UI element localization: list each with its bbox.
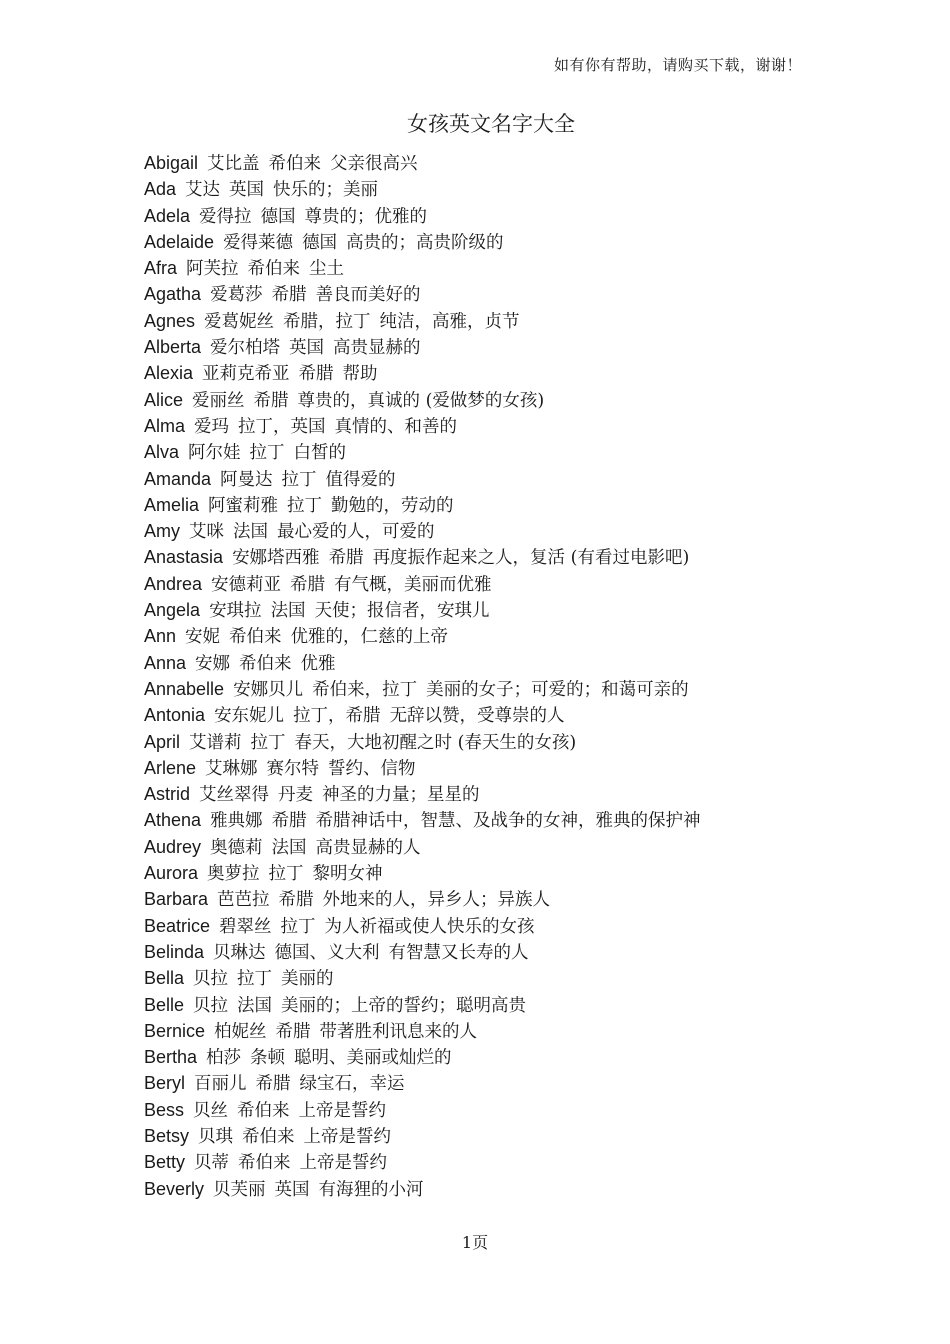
- name-origin: 希腊: [271, 811, 307, 832]
- name-list: [144, 150, 701, 1202]
- english-name: Audrey: [144, 836, 202, 857]
- chinese-name: 贝蒂: [194, 1153, 230, 1174]
- english-name: Bernice: [144, 1020, 206, 1041]
- english-name: Alexia: [144, 363, 194, 384]
- english-name: Aurora: [144, 863, 199, 884]
- list-item: [144, 229, 701, 255]
- name-origin: 希腊: [255, 1074, 291, 1095]
- chinese-name: 奥萝拉: [207, 864, 260, 885]
- chinese-name: 碧翠丝: [219, 916, 272, 937]
- name-origin: 希腊: [278, 890, 314, 911]
- name-origin: 希伯来，拉丁: [312, 679, 418, 700]
- name-meaning: 为人祈福或使人快乐的女孩: [324, 916, 535, 937]
- name-meaning: 高贵显赫的人: [315, 837, 421, 858]
- english-name: Anna: [144, 652, 187, 673]
- name-origin: 德国、义大利: [274, 942, 380, 963]
- english-name: Alice: [144, 389, 184, 410]
- chinese-name: 安东妮儿: [214, 706, 285, 727]
- name-origin: 法国: [237, 995, 273, 1016]
- english-name: Betty: [144, 1152, 186, 1173]
- name-origin: 赛尔特: [266, 758, 320, 779]
- name-meaning: 聪明、美丽或灿烂的: [294, 1048, 452, 1069]
- chinese-name: 贝拉: [193, 969, 229, 990]
- list-item: [144, 413, 701, 439]
- chinese-name: 爱葛妮丝: [204, 311, 275, 332]
- name-meaning: 有智慧又长寿的人: [388, 942, 529, 963]
- name-meaning: 外地来的人，异乡人；异族人: [322, 890, 551, 911]
- chinese-name: 爱葛莎: [210, 285, 263, 306]
- name-origin: 德国: [302, 232, 338, 253]
- english-name: Agnes: [144, 310, 196, 331]
- list-item: [144, 255, 701, 281]
- chinese-name: 艾丝翠得: [199, 785, 270, 806]
- english-name: Amanda: [144, 468, 212, 489]
- chinese-name: 百丽儿: [194, 1074, 247, 1095]
- name-origin: 拉丁，希腊: [293, 706, 381, 727]
- list-item: [144, 281, 701, 307]
- name-meaning: 黎明女神: [312, 864, 383, 885]
- name-meaning: 无辞以赞，受尊崇的人: [389, 706, 565, 727]
- list-item: [144, 755, 701, 781]
- english-name: Adela: [144, 205, 191, 226]
- english-name: Abigail: [144, 153, 199, 173]
- chinese-name: 安娜贝儿: [233, 679, 304, 700]
- list-item: [144, 913, 701, 939]
- name-meaning: 尊贵的；优雅的: [304, 206, 428, 227]
- name-origin: 希伯来: [242, 1126, 295, 1147]
- list-item: [144, 781, 701, 807]
- name-meaning: 绿宝石，幸运: [299, 1074, 405, 1095]
- name-meaning: 真情的、和善的: [334, 416, 458, 437]
- name-meaning: 美丽的女子；可爱的；和蔼可亲的: [426, 679, 689, 700]
- name-origin: 拉丁: [268, 864, 304, 885]
- list-item: [144, 1070, 701, 1096]
- english-name: Alva: [144, 442, 180, 463]
- english-name: Athena: [144, 810, 202, 831]
- list-item: [144, 150, 701, 176]
- name-origin: 希伯来: [247, 259, 301, 280]
- chinese-name: 安德莉亚: [211, 574, 282, 595]
- chinese-name: 柏莎: [206, 1048, 242, 1069]
- chinese-name: 安娜: [195, 653, 231, 674]
- name-origin: 德国: [260, 206, 296, 227]
- name-meaning: 美丽的: [281, 969, 334, 990]
- name-meaning: 高贵的；高贵阶级的: [346, 232, 504, 253]
- name-meaning: 值得爱的: [325, 469, 396, 490]
- english-name: Betsy: [144, 1125, 190, 1146]
- name-meaning: 最心爱的人，可爱的: [277, 522, 435, 543]
- english-name: April: [144, 731, 181, 752]
- name-meaning: 优雅: [300, 653, 336, 674]
- header-note: 如有你有帮助，请购买下载，谢谢！: [553, 56, 802, 74]
- english-name: Bertha: [144, 1047, 198, 1068]
- list-item: [144, 807, 701, 833]
- english-name: Arlene: [144, 757, 197, 778]
- list-item: [144, 702, 701, 728]
- english-name: Alberta: [144, 337, 202, 358]
- name-meaning: 尘土: [309, 259, 345, 280]
- english-name: Belle: [144, 994, 185, 1015]
- list-item: [144, 1018, 701, 1044]
- list-item: [144, 1097, 701, 1123]
- english-name: Amelia: [144, 494, 200, 515]
- list-item: [144, 597, 701, 623]
- name-origin: 希伯来: [268, 154, 322, 174]
- list-item: [144, 1044, 701, 1070]
- name-meaning: 白皙的: [293, 443, 347, 464]
- name-meaning: 善良而美好的: [315, 285, 421, 306]
- list-item: [144, 676, 701, 702]
- name-origin: 希伯来: [239, 653, 292, 674]
- list-item: [144, 965, 701, 991]
- name-origin: 拉丁: [281, 469, 317, 490]
- name-origin: 拉丁: [237, 969, 273, 990]
- name-origin: 希伯来: [229, 627, 282, 648]
- chinese-name: 奥德莉: [210, 837, 263, 858]
- name-origin: 拉丁，英国: [238, 416, 326, 437]
- name-meaning: 高贵显赫的: [333, 338, 421, 359]
- english-name: Agatha: [144, 284, 202, 305]
- list-item: [144, 308, 701, 334]
- name-origin: 条顿: [250, 1048, 286, 1069]
- list-item: [144, 439, 701, 465]
- name-origin: 希腊: [271, 285, 307, 306]
- name-origin: 英国: [274, 1179, 310, 1200]
- chinese-name: 雅典娜: [210, 811, 263, 832]
- english-name: Antonia: [144, 705, 206, 726]
- chinese-name: 安琪拉: [209, 601, 262, 622]
- english-name: Bess: [144, 1099, 185, 1120]
- list-item: [144, 203, 701, 229]
- name-origin: 希腊: [275, 1021, 311, 1042]
- chinese-name: 亚莉克希亚: [202, 364, 290, 385]
- list-item: [144, 387, 701, 413]
- english-name: Ann: [144, 626, 177, 647]
- list-item: [144, 834, 701, 860]
- chinese-name: 安娜塔西雅: [232, 548, 320, 569]
- chinese-name: 芭芭拉: [217, 890, 270, 911]
- name-meaning: 上帝是誓约: [303, 1126, 392, 1147]
- name-meaning: 誓约、信物: [328, 758, 416, 779]
- english-name: Astrid: [144, 784, 191, 805]
- name-meaning: 天使；报信者，安琪儿: [314, 601, 490, 622]
- chinese-name: 艾咪: [189, 522, 224, 543]
- english-name: Anastasia: [144, 547, 224, 568]
- list-item: [144, 1123, 701, 1149]
- name-meaning: 美丽的；上帝的誓约；聪明高贵: [281, 995, 527, 1016]
- name-origin: 希伯来: [238, 1153, 291, 1174]
- list-item: [144, 360, 701, 386]
- list-item: [144, 176, 701, 202]
- name-origin: 希腊: [253, 390, 289, 411]
- name-origin: 希伯来: [237, 1100, 290, 1121]
- name-origin: 拉丁: [287, 495, 323, 516]
- name-origin: 拉丁: [250, 732, 286, 753]
- english-name: Angela: [144, 600, 201, 621]
- chinese-name: 艾谱莉: [189, 732, 242, 753]
- name-origin: 法国: [270, 601, 306, 622]
- list-item: [144, 571, 701, 597]
- list-item: [144, 729, 701, 755]
- list-item: [144, 492, 701, 518]
- chinese-name: 安妮: [185, 627, 221, 648]
- chinese-name: 爱丽丝: [192, 390, 245, 411]
- chinese-name: 艾比盖: [207, 154, 260, 174]
- chinese-name: 阿芙拉: [186, 259, 239, 280]
- name-meaning: 上帝是誓约: [298, 1100, 387, 1121]
- name-origin: 法国: [271, 837, 307, 858]
- name-meaning: 神圣的力量；星星的: [322, 785, 480, 806]
- name-meaning: 尊贵的，真诚的 (爱做梦的女孩): [297, 390, 545, 411]
- name-meaning: 带著胜利讯息来的人: [319, 1021, 478, 1042]
- name-meaning: 帮助: [342, 364, 378, 385]
- chinese-name: 艾达: [185, 180, 221, 201]
- name-meaning: 父亲很高兴: [330, 154, 418, 174]
- english-name: Barbara: [144, 889, 209, 910]
- chinese-name: 爱尔柏塔: [210, 338, 281, 359]
- list-item: [144, 623, 701, 649]
- name-meaning: 有气概，美丽而优雅: [334, 574, 492, 595]
- name-origin: 希腊: [298, 364, 334, 385]
- list-item: [144, 466, 701, 492]
- chinese-name: 阿曼达: [220, 469, 273, 490]
- list-item: [144, 860, 701, 886]
- name-origin: 拉丁: [249, 443, 285, 464]
- list-item: [144, 1149, 701, 1175]
- english-name: Beryl: [144, 1073, 186, 1094]
- name-origin: 希腊: [290, 574, 326, 595]
- chinese-name: 爱得拉: [199, 206, 252, 227]
- chinese-name: 爱得莱德: [223, 232, 294, 253]
- name-origin: 希腊: [328, 548, 364, 569]
- list-item: [144, 334, 701, 360]
- name-meaning: 再度振作起来之人，复活 (有看过电影吧): [372, 548, 690, 569]
- list-item: [144, 1176, 701, 1202]
- name-meaning: 优雅的，仁慈的上帝: [290, 627, 449, 648]
- name-origin: 希腊，拉丁: [283, 311, 371, 332]
- name-meaning: 纯洁，高雅，贞节: [379, 311, 520, 332]
- list-item: [144, 886, 701, 912]
- english-name: Bella: [144, 968, 185, 989]
- english-name: Beatrice: [144, 915, 211, 936]
- name-origin: 丹麦: [278, 785, 314, 806]
- page-number: 1页: [461, 1233, 489, 1252]
- english-name: Ada: [144, 179, 177, 200]
- name-meaning: 快乐的；美丽: [273, 180, 379, 201]
- chinese-name: 贝芙丽: [213, 1179, 266, 1200]
- name-meaning: 希腊神话中，智慧、及战争的女神，雅典的保护神: [315, 811, 701, 832]
- chinese-name: 贝琪: [198, 1126, 234, 1147]
- chinese-name: 贝拉: [193, 995, 229, 1016]
- english-name: Alma: [144, 415, 186, 436]
- name-meaning: 上帝是誓约: [299, 1153, 388, 1174]
- chinese-name: 柏妮丝: [214, 1021, 267, 1042]
- name-meaning: 有海狸的小河: [318, 1179, 424, 1200]
- english-name: Beverly: [144, 1178, 205, 1199]
- english-name: Adelaide: [144, 231, 215, 252]
- english-name: Annabelle: [144, 678, 225, 699]
- english-name: Afra: [144, 258, 178, 279]
- list-item: [144, 650, 701, 676]
- english-name: Andrea: [144, 573, 203, 594]
- chinese-name: 贝丝: [193, 1100, 229, 1121]
- name-origin: 法国: [233, 522, 268, 543]
- chinese-name: 阿尔娃: [188, 443, 241, 464]
- chinese-name: 阿蜜莉雅: [208, 495, 279, 516]
- chinese-name: 艾琳娜: [205, 758, 258, 779]
- english-name: Amy: [144, 521, 180, 542]
- page-title: 女孩英文名字大全: [407, 112, 575, 136]
- list-item: [144, 992, 701, 1018]
- chinese-name: 贝琳达: [213, 942, 266, 963]
- name-origin: 英国: [229, 180, 265, 201]
- english-name: Belinda: [144, 941, 205, 962]
- chinese-name: 爱玛: [194, 416, 230, 437]
- name-origin: 英国: [289, 338, 325, 359]
- list-item: [144, 518, 701, 544]
- name-meaning: 春天，大地初醒之时 (春天生的女孩): [294, 732, 577, 753]
- name-meaning: 勤勉的，劳动的: [331, 495, 454, 516]
- name-origin: 拉丁: [280, 916, 316, 937]
- list-item: [144, 939, 701, 965]
- list-item: [144, 544, 701, 570]
